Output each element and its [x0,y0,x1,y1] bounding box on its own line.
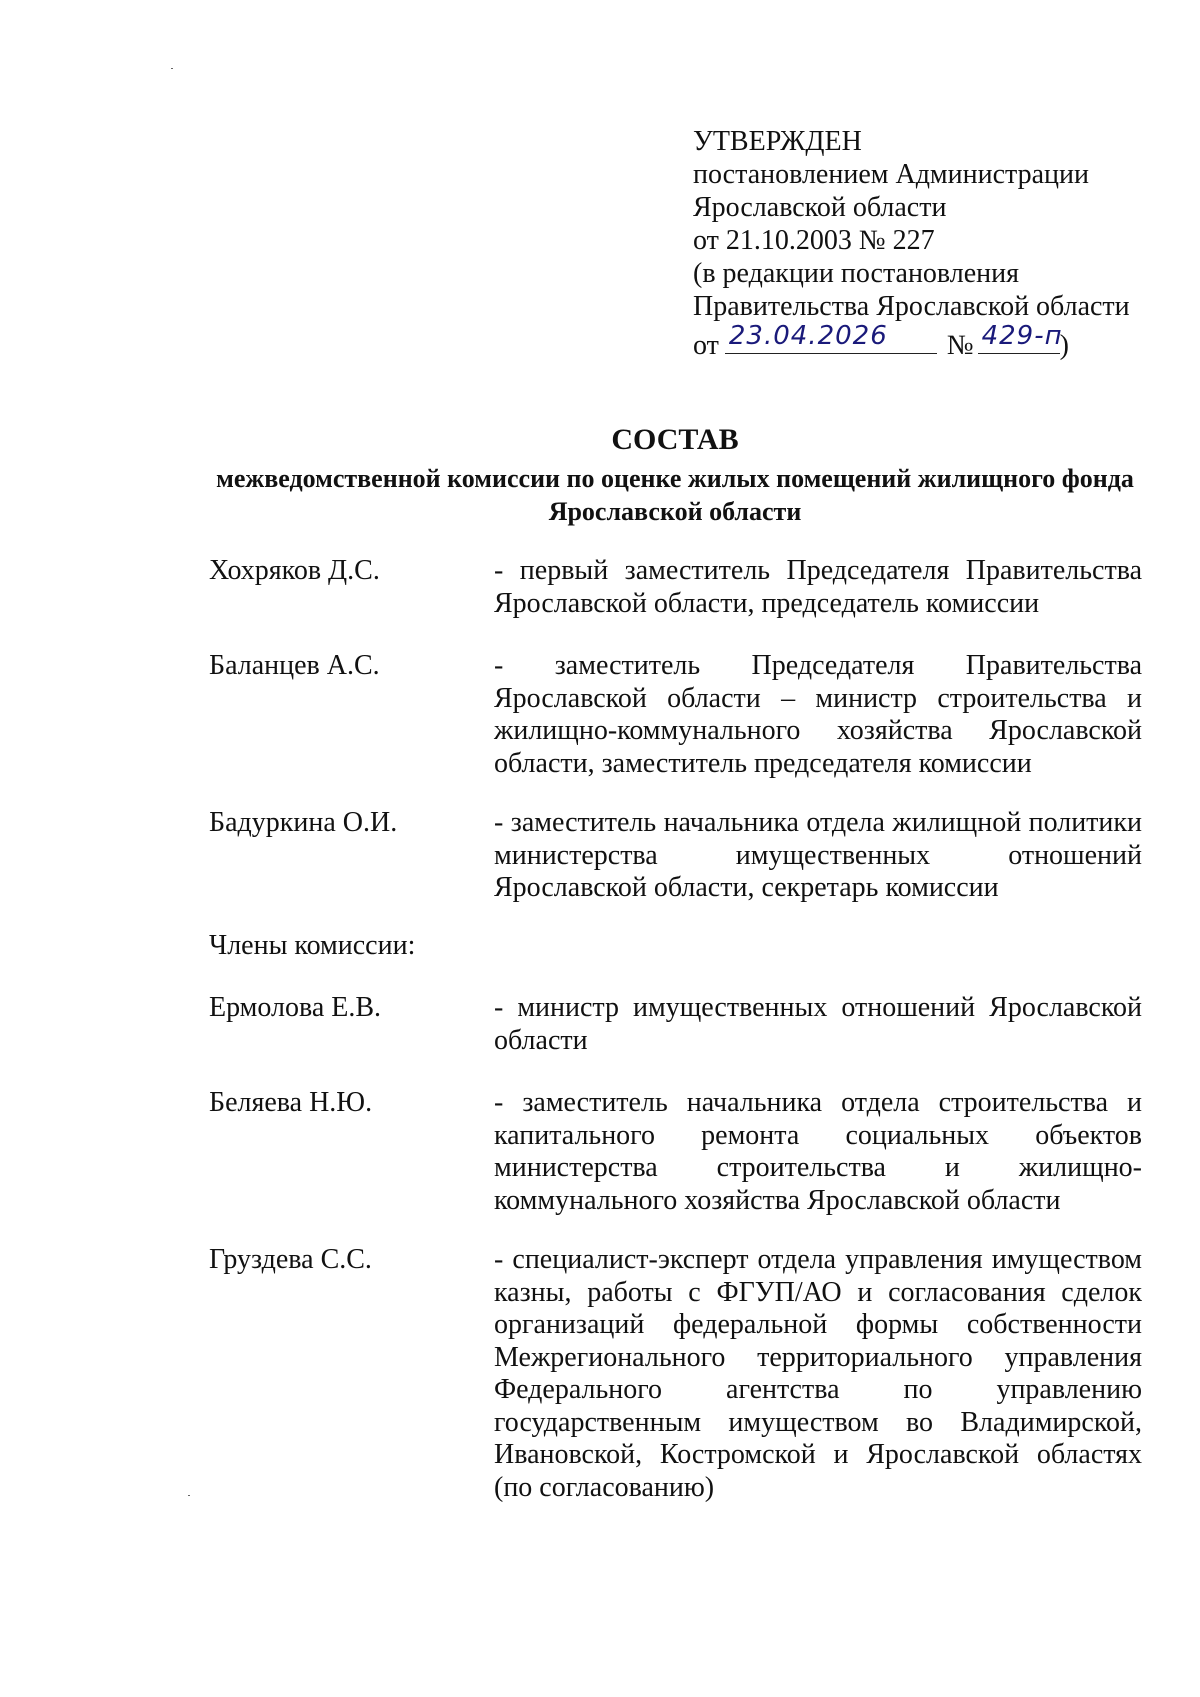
approval-date-row [693,323,1130,362]
document-title [140,422,1200,528]
number-sign: № [946,330,974,361]
handwritten-date: 23.04.2026 [728,321,888,351]
approval-from-prefix: от [693,330,719,361]
member-role: - министр имущественных отношений Ярославской области [494,992,1142,1056]
scan-speck [171,68,173,69]
member-role: - заместитель Председателя Правительства Ярославской области – министр строительства и жилищно-коммунального хозяйства Ярославской области, заместитель председателя комиссии [494,650,1142,779]
member-name: Бадуркина О.И. [209,807,398,838]
member-name: Хохряков Д.С. [209,555,380,586]
member-name: Беляева Н.Ю. [209,1087,373,1118]
approval-line: Ярославской области [693,192,947,223]
scan-speck [188,1495,190,1496]
approval-stamp-block [693,125,1130,362]
handwritten-date-field [725,323,937,354]
member-role: - заместитель начальника отдела строительства и капитального ремонта социальных объектов министерства строительства и жилищно-коммунального хозяйства Ярославской области [494,1087,1142,1216]
approval-line: Правительства Ярославской области [693,291,1130,322]
handwritten-number-field [978,321,1063,354]
member-role: - первый заместитель Председателя Правительства Ярославской области, председатель комиссии [494,555,1142,619]
handwritten-number: 429-п [981,321,1063,351]
title-subtitle: межведомственной комиссии по оценке жилых помещений жилищного фонда Ярославской области [216,464,1134,526]
member-name: Баланцев А.С. [209,650,380,681]
title-main: СОСТАВ [611,423,739,456]
member-role: - специалист-эксперт отдела управления имуществом казны, работы с ФГУП/АО и согласования сделок организаций федеральной формы собственности Межрегионального территориального управления Федерального агентства по управлению государственным имуществом во Владимирской, Ивановской, Костромской и Ярославской областях (по согласованию) [494,1244,1142,1503]
member-role: - заместитель начальника отдела жилищной политики министерства имущественных отношений Ярославской области, секретарь комиссии [494,807,1142,903]
approval-line: постановлением Администрации [693,159,1089,190]
closing-paren: ) [1059,330,1069,361]
members-label: Члены комиссии: [209,930,416,961]
member-name: Ермолова Е.В. [209,992,382,1023]
approval-line: (в редакции постановления [693,258,1020,289]
member-name: Груздева С.С. [209,1244,372,1275]
approval-line: от 21.10.2003 № 227 [693,225,935,256]
approval-heading: УТВЕРЖДЕН [693,126,862,157]
